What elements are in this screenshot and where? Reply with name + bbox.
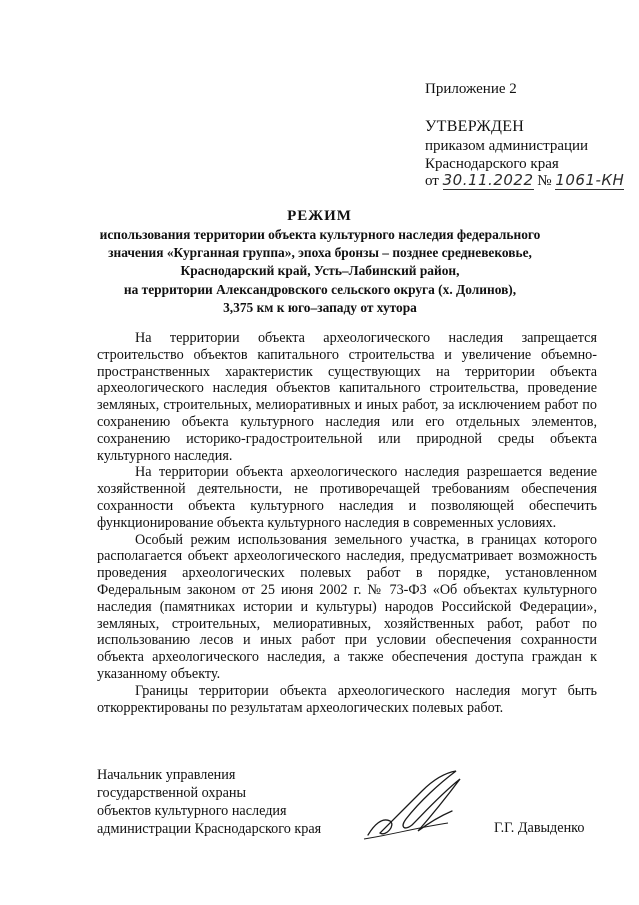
subtitle-line: значения «Курганная группа», эпоха бронзы – позднее средневековье, xyxy=(108,245,532,261)
signatory-name: Г.Г. Давыденко xyxy=(494,820,585,836)
approval-order-line: приказом администрации xyxy=(425,138,589,154)
document-title: РЕЖИМ xyxy=(287,208,352,224)
subtitle-line: 3,375 км к юго–западу от хутора xyxy=(223,299,417,315)
paragraph-permission: На территории объекта археологического наследия разрешается ведение хозяйственной деятельности, не противоречащей требованиям обеспечения сохранности объекта культурного наследия и позволяющей обеспечить функционирование объекта культурного наследия в современных условиях. xyxy=(97,464,597,531)
signatory-position xyxy=(97,766,321,838)
position-line: объектов культурного наследия xyxy=(97,803,287,819)
position-line: Начальник управления xyxy=(97,767,236,783)
document-body xyxy=(97,330,597,716)
appendix-label: Приложение 2 xyxy=(425,81,517,97)
subtitle-line: Краснодарский край, Усть–Лабинский район, xyxy=(180,263,460,279)
number-prefix: № xyxy=(537,173,552,189)
position-line: администрации Краснодарского края xyxy=(97,821,322,837)
handwritten-number: 1061-КН xyxy=(555,171,625,189)
subtitle-line: использования территории объекта культурного наследия федерального xyxy=(99,227,541,242)
approval-region-line: Краснодарского края xyxy=(425,156,559,172)
handwritten-signature xyxy=(360,765,470,845)
paragraph-prohibition: На территории объекта археологического наследия запрещается строительство объектов капитального строительства и увеличение объемно-пространственных характеристик существующих на территории объекта археологического наследия объектов капитального строительства, проведение земляных, строительных, мелиоративных и иных работ, за исключением работ по сохранению объекта культурного наследия или его отдельных элементов, сохранению историко-градостроительной или природной среды объекта культурного наследия. xyxy=(97,330,597,464)
document-subtitle xyxy=(80,226,560,317)
handwritten-date: 30.11.2022 xyxy=(442,171,534,189)
paragraph-special-regime: Особый режим использования земельного участка, в границах которого располагается объект археологического наследия, предусматривает возможность проведения археологических полевых работ в порядке, установленном Федеральным законом от 25 июня 2002 г. № 73-ФЗ «Об объектах культурного наследия (памятниках истории и культуры) народов Российской Федерации», земляных, строительных, мелиоративных, хозяйственных работ, работ по использованию лесов и иных работ при условии обеспечения сохранности объекта археологического наследия, а также обеспечения доступа граждан к указанному объекту. xyxy=(97,531,597,682)
paragraph-boundaries: Границы территории объекта археологического наследия могут быть откорректированы по результатам археологических полевых работ. xyxy=(97,682,597,716)
approved-heading: УТВЕРЖДЕН xyxy=(425,118,525,135)
position-line: государственной охраны xyxy=(97,785,247,801)
date-prefix: от xyxy=(425,173,439,189)
subtitle-line: на территории Александровского сельского округа (х. Долинов), xyxy=(123,281,517,297)
approval-date-line xyxy=(425,172,624,190)
